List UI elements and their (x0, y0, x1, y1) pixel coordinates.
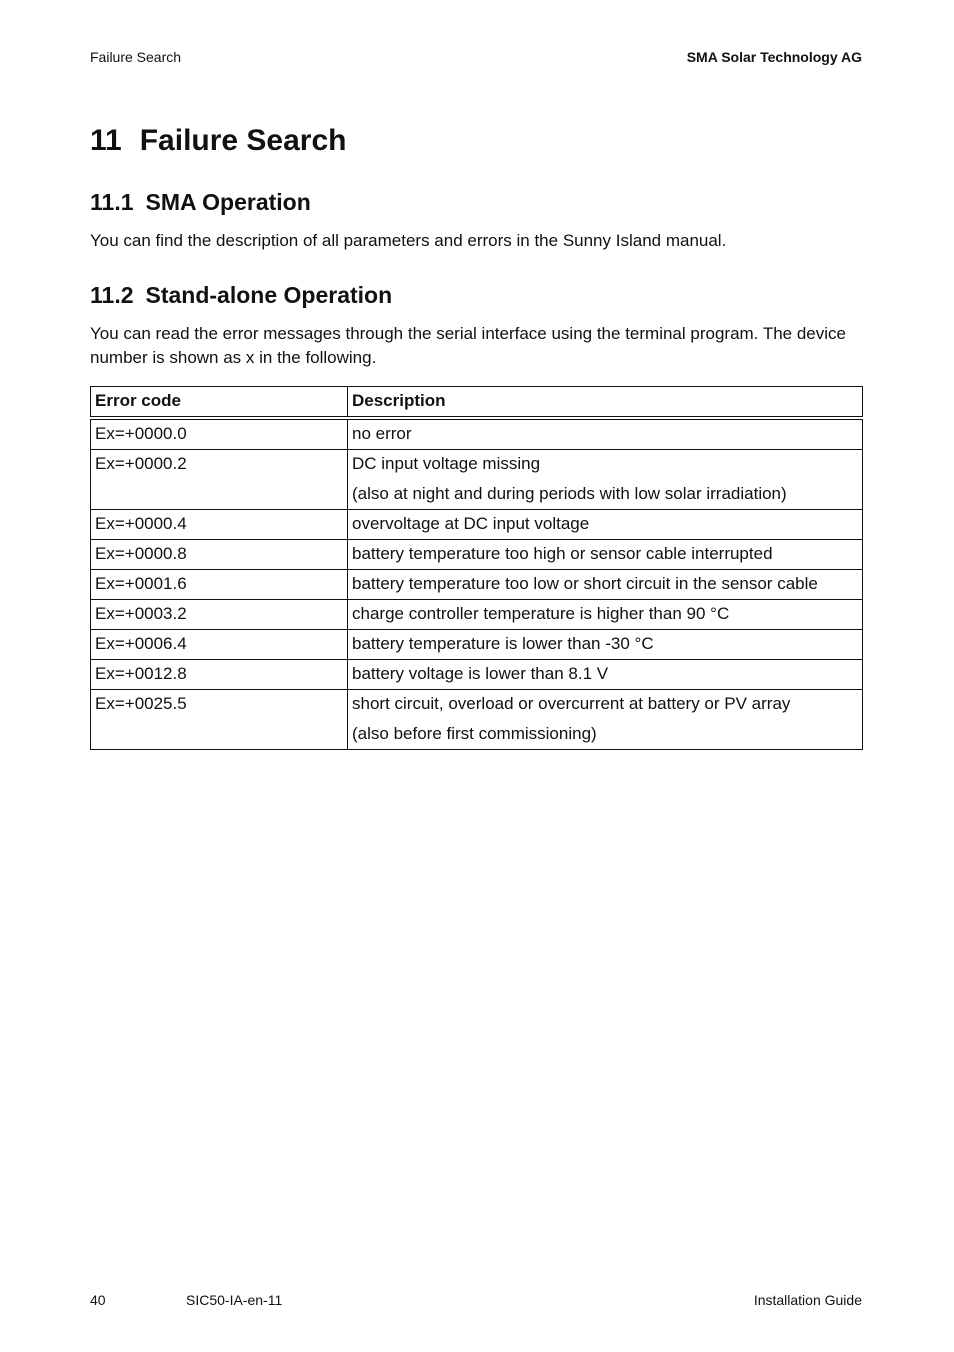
description-text: no error (352, 424, 412, 443)
error-code-cell: Ex=+0000.0 (91, 418, 348, 450)
description-cell (348, 600, 863, 630)
running-header-company: SMA Solar Technology AG (686, 49, 862, 65)
description-cell (348, 418, 863, 450)
error-code-cell: Ex=+0001.6 (91, 570, 348, 600)
section-title: SMA Operation (145, 189, 311, 215)
description-note: (also at night and during periods with low solar irradiation) (352, 484, 787, 503)
description-note: (also before first commissioning) (352, 724, 597, 743)
description-cell (348, 510, 863, 540)
document-id: SIC50-IA-en-11 (186, 1292, 283, 1308)
description-cell (348, 570, 863, 600)
description-text: battery temperature too high or sensor cable interrupted (352, 544, 773, 563)
description-text: DC input voltage missing (352, 454, 541, 473)
description-cell (348, 660, 863, 690)
error-code-table (90, 386, 863, 750)
table-row (91, 600, 863, 630)
description-text: overvoltage at DC input voltage (352, 514, 590, 533)
error-code-cell: Ex=+0000.8 (91, 540, 348, 570)
table-row (91, 660, 863, 690)
chapter-number: 11 (90, 124, 122, 157)
table-row (91, 450, 863, 510)
error-code-cell: Ex=+0012.8 (91, 660, 348, 690)
description-cell (348, 690, 863, 750)
section-number: 11.1 (90, 189, 134, 215)
error-code-cell: Ex=+0000.4 (91, 510, 348, 540)
section-number: 11.2 (90, 282, 134, 308)
table-row (91, 570, 863, 600)
table-header-row (91, 387, 863, 419)
column-header-description: Description (348, 387, 863, 419)
section-heading-stand-alone-operation (90, 282, 392, 309)
section-paragraph-sma-operation: You can find the description of all parameters and errors in the Sunny Island manual. (90, 231, 727, 250)
table-row (91, 540, 863, 570)
chapter-title: Failure Search (139, 124, 347, 157)
table-row (91, 630, 863, 660)
description-text: battery voltage is lower than 8.1 V (352, 664, 609, 683)
column-header-error-code: Error code (91, 387, 348, 419)
table-row (91, 418, 863, 450)
section-title: Stand-alone Operation (145, 282, 393, 308)
description-text: short circuit, overload or overcurrent at battery or PV array (352, 694, 791, 713)
description-cell (348, 450, 863, 510)
section-heading-sma-operation (90, 189, 311, 216)
description-text: charge controller temperature is higher than 90 °C (352, 604, 730, 623)
chapter-heading (90, 124, 346, 158)
error-code-cell: Ex=+0006.4 (91, 630, 348, 660)
section-paragraph-stand-alone-operation: You can read the error messages through the serial interface using the terminal program. The device number is shown as x in the following. (90, 324, 846, 367)
error-code-cell: Ex=+0003.2 (91, 600, 348, 630)
table-row (91, 690, 863, 750)
running-header-section: Failure Search (90, 49, 182, 65)
description-text: battery temperature is lower than -30 °C (352, 634, 654, 653)
error-code-cell: Ex=+0000.2 (91, 450, 348, 510)
page-number: 40 (90, 1292, 106, 1308)
description-cell (348, 540, 863, 570)
document-type: Installation Guide (753, 1292, 862, 1308)
error-code-cell: Ex=+0025.5 (91, 690, 348, 750)
table-row (91, 510, 863, 540)
description-text: battery temperature too low or short circuit in the sensor cable (352, 574, 818, 593)
description-cell (348, 630, 863, 660)
